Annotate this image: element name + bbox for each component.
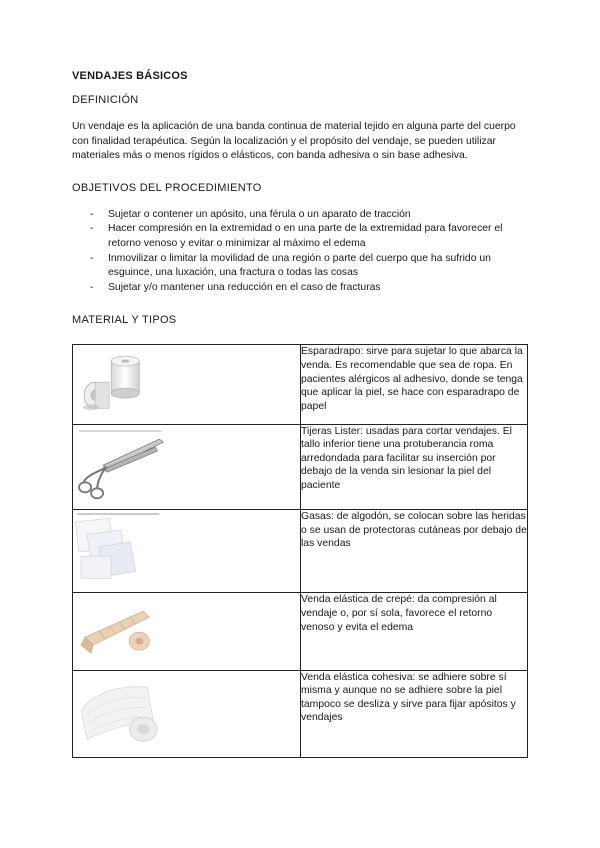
- gauze-pads-image: [73, 510, 300, 587]
- material-description: Venda elástica de crepé: da compresión al vendaje o, por sí sola, favorece el retorno venoso y evita el edema: [301, 593, 528, 670]
- table-row: [73, 593, 528, 670]
- material-image-cell: [73, 424, 301, 509]
- materials-heading: MATERIAL Y TIPOS: [72, 314, 177, 327]
- crepe-bandage-image: [73, 593, 300, 664]
- table-row: [73, 345, 528, 424]
- objectives-list: [72, 208, 528, 296]
- objective-item: - Sujetar o contener un apósito, una férula o un aparato de tracción: [90, 208, 528, 223]
- document-page: [72, 70, 528, 758]
- definition-heading: DEFINICIÓN: [72, 94, 139, 106]
- objectives-heading: OBJETIVOS DEL PROCEDIMIENTO: [72, 181, 262, 194]
- table-row: [73, 510, 528, 593]
- lister-scissors-image: [73, 425, 300, 504]
- objective-item: - Hacer compresión en la extremidad o en una parte de la extremidad para favorecer el retorno venoso y evitar o minimizar al máximo el edema: [90, 222, 528, 251]
- material-description: Gasas: de algodón, se colocan sobre las heridas o se usan de protectoras cutáneas por debajo de las vendas: [301, 510, 528, 593]
- table-row: [73, 424, 528, 509]
- material-description: Venda elástica cohesiva: se adhiere sobre sí misma y aunque no se adhiere sobre la piel tampoco se desliza y sirve para fijar apósitos y vendajes: [301, 670, 528, 757]
- objective-item: - Inmovilizar o limitar la movilidad de una región o parte del cuerpo que ha sufrido un esguince, una luxación, una fractura o todas las cosas: [90, 252, 528, 281]
- materials-table: [72, 344, 528, 758]
- objective-item: - Sujetar y/o mantener una reducción en el caso de fracturas: [90, 281, 528, 296]
- material-image-cell: [73, 593, 301, 670]
- cohesive-bandage-image: [73, 671, 300, 752]
- document-title: VENDAJES BÁSICOS: [72, 70, 188, 82]
- definition-text: Un vendaje es la aplicación de una banda continua de material tejido en alguna parte del cuerpo con finalidad terapéutica. Según la localización y el propósito del vendaje, se pueden utilizar materiales más o menos rígidos o elásticos, con banda adhesiva o sin base adhesiva.: [72, 121, 516, 162]
- material-description: Tijeras Lister: usadas para cortar vendajes. El tallo inferior tiene una protuberancia roma arredondada para facilitar su inserción por debajo de la venda sin lesionar la piel del paciente: [301, 424, 528, 509]
- material-description: Esparadrapo: sirve para sujetar lo que abarca la venda. Es recomendable que sea de ropa. En pacientes alérgicos al adhesivo, donde se tenga que aplicar la piel, se hace con esparadrapo de papel: [301, 345, 528, 424]
- material-image-cell: [73, 510, 301, 593]
- material-image-cell: [73, 345, 301, 424]
- adhesive-tape-image: [73, 345, 300, 418]
- table-row: [73, 670, 528, 757]
- material-image-cell: [73, 670, 301, 757]
